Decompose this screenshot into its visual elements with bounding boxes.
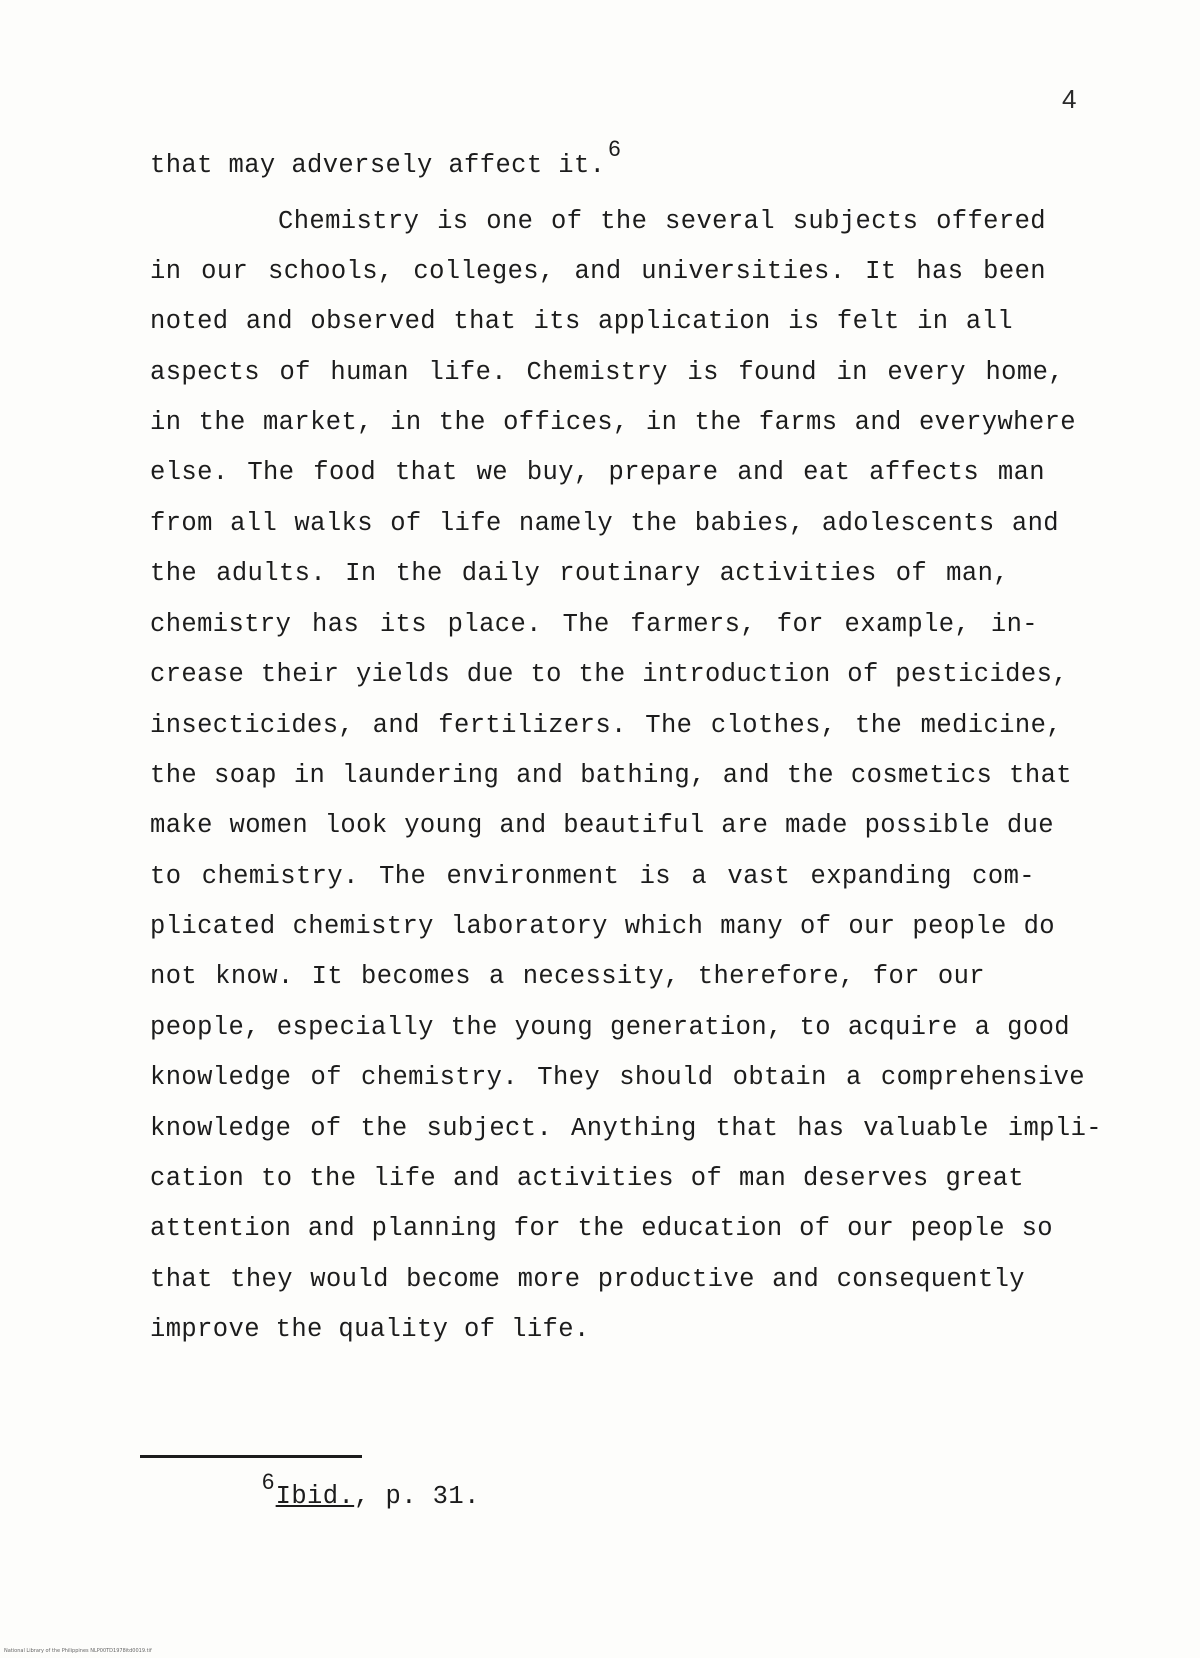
paragraph-line: the adults. In the daily routinary activities of man, bbox=[150, 559, 1009, 588]
footnote-reference: Ibid. bbox=[275, 1482, 355, 1511]
paragraph-line: knowledge of chemistry. They should obtain a comprehensive bbox=[150, 1063, 1085, 1092]
paragraph-line: cation to the life and activities of man deserves great bbox=[150, 1164, 1024, 1193]
paragraph-line: attention and planning for the education of our people so bbox=[150, 1214, 1053, 1243]
paragraph-line: improve the quality of life. bbox=[150, 1315, 590, 1344]
paragraph-line: in the market, in the offices, in the farms and everywhere bbox=[150, 408, 1076, 437]
page-number: 4 bbox=[1062, 84, 1077, 114]
paragraph-line: noted and observed that its application is felt in all bbox=[150, 307, 1013, 336]
footnote-number: 6 bbox=[262, 1469, 275, 1494]
paragraph-line: knowledge of the subject. Anything that has valuable impli- bbox=[150, 1114, 1102, 1143]
paragraph-line: people, especially the young generation, to acquire a good bbox=[150, 1013, 1070, 1042]
lead-line-text: that may adversely affect it. bbox=[150, 151, 606, 180]
footnote bbox=[262, 1469, 480, 1511]
paragraph-line: plicated chemistry laboratory which many of our people do bbox=[150, 912, 1055, 941]
paragraph-line: else. The food that we buy, prepare and eat affects man bbox=[150, 458, 1045, 487]
footnote-divider bbox=[140, 1455, 362, 1458]
paragraph-line: from all walks of life namely the babies, adolescents and bbox=[150, 509, 1059, 538]
paragraph-line: crease their yields due to the introduction of pesticides, bbox=[150, 660, 1068, 689]
paragraph-line: make women look young and beautiful are made possible due bbox=[150, 811, 1054, 840]
paragraph-line: chemistry has its place. The farmers, for example, in- bbox=[150, 610, 1038, 639]
paragraph-line: aspects of human life. Chemistry is found in every home, bbox=[150, 358, 1064, 387]
paragraph-line: Chemistry is one of the several subjects offered bbox=[278, 207, 1046, 236]
footnote-marker: 6 bbox=[608, 136, 622, 161]
lead-line bbox=[150, 136, 1080, 181]
footnote-page: , p. 31. bbox=[354, 1482, 480, 1511]
paragraph-line: insecticides, and fertilizers. The clothes, the medicine, bbox=[150, 711, 1062, 740]
archive-stamp: National Library of the Philippines NLP00TD1978itd0019.tif bbox=[4, 1648, 152, 1654]
paragraph-line: in our schools, colleges, and universities. It has been bbox=[150, 257, 1046, 286]
paragraph-line: to chemistry. The environment is a vast expanding com- bbox=[150, 862, 1035, 891]
paragraph-line: not know. It becomes a necessity, therefore, for our bbox=[150, 962, 985, 991]
paragraph-line: the soap in laundering and bathing, and the cosmetics that bbox=[150, 761, 1072, 790]
paragraph-line: that they would become more productive and consequently bbox=[150, 1265, 1025, 1294]
